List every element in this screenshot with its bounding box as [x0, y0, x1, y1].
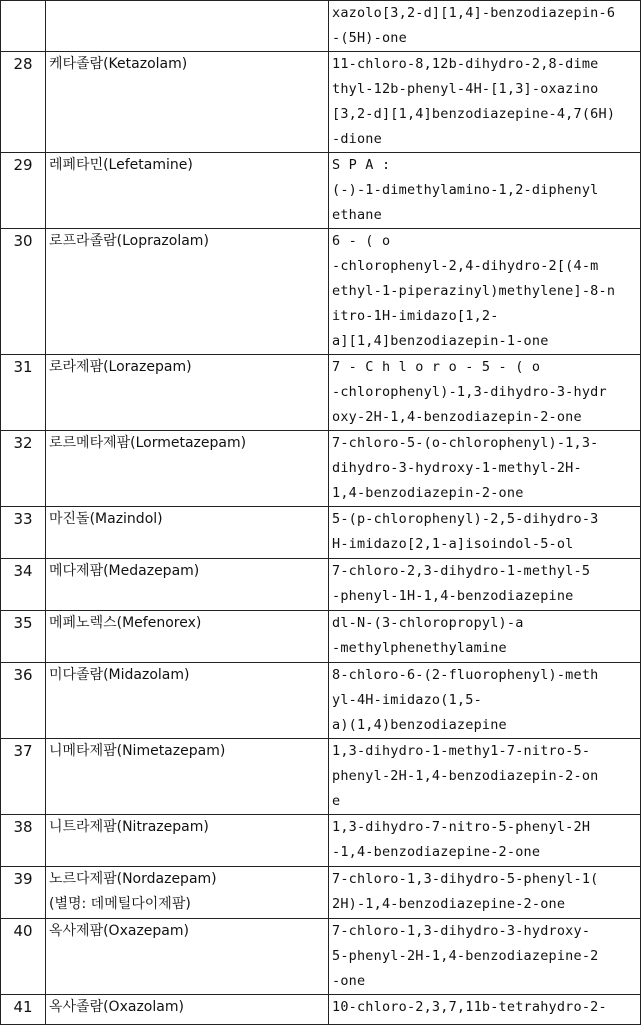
chemical-name-line: a)(1,4)benzodiazepine — [332, 717, 507, 733]
chemical-name-cell — [329, 611, 641, 663]
substance-name-cell — [46, 229, 329, 355]
substance-name: 로라제팜(Lorazepam) — [49, 359, 192, 375]
table-row — [1, 431, 641, 507]
chemical-name-line: oxy-2H-1,4-benzodiazepin-2-one — [332, 409, 582, 425]
row-number: 38 — [1, 815, 46, 867]
chemical-name-cell — [329, 995, 641, 1025]
table-row — [1, 52, 641, 153]
chemical-name-line: xazolo[3,2-d][1,4]-benzodiazepin-6 — [332, 5, 616, 21]
substance-name-cell — [46, 559, 329, 611]
chemical-name-line: 7-chloro-1,3-dihydro-5-phenyl-1( — [332, 871, 599, 887]
table-body — [1, 1, 641, 1025]
chemical-name-cell — [329, 663, 641, 739]
chemical-name-line: 7 - C h l o r o - 5 - ( o — [332, 359, 541, 375]
chemical-name-line: 1,3-dihydro-1-methy1-7-nitro-5- — [332, 743, 591, 759]
chemical-name-line: H-imidazo[2,1-a]isoindol-5-ol — [332, 536, 574, 552]
chemical-name-line: 7-chloro-2,3-dihydro-1-methyl-5 — [332, 563, 591, 579]
substance-name: 마진돌(Mazindol) — [49, 511, 163, 527]
substance-name-cell — [46, 355, 329, 431]
substance-name-cell — [46, 611, 329, 663]
chemical-name-line: -phenyl-1H-1,4-benzodiazepine — [332, 588, 574, 604]
chemical-name-line: -(5H)-one — [332, 30, 407, 46]
row-number: 28 — [1, 52, 46, 153]
substance-name-cell — [46, 995, 329, 1025]
chemical-name-cell — [329, 52, 641, 153]
chemical-name-line: S P A : — [332, 157, 391, 173]
chemical-name-cell — [329, 919, 641, 995]
row-number: 32 — [1, 431, 46, 507]
substance-name-cell — [46, 815, 329, 867]
chemical-name-line: (-)-1-dimethylamino-1,2-diphenyl — [332, 182, 599, 198]
row-number — [1, 1, 46, 52]
table-row — [1, 919, 641, 995]
row-number: 35 — [1, 611, 46, 663]
table-row — [1, 663, 641, 739]
substance-name-cell — [46, 739, 329, 815]
chemical-name-line: -dione — [332, 131, 382, 147]
substance-name: 로프라졸람(Loprazolam) — [49, 233, 209, 249]
chemical-name-line: -chlorophenyl-2,4-dihydro-2[(4-m — [332, 258, 599, 274]
chemical-name-line: e — [332, 793, 341, 809]
substance-alias: (별명: 데메틸다이제팜) — [49, 896, 191, 912]
chemical-name-line: ethane — [332, 207, 382, 223]
table-row — [1, 153, 641, 229]
chemical-name-line: 8-chloro-6-(2-fluorophenyl)-meth — [332, 667, 599, 683]
chemical-name-cell — [329, 229, 641, 355]
chemical-name-line: -one — [332, 973, 366, 989]
substance-name: 로르메타제팜(Lormetazepam) — [49, 435, 247, 451]
substance-name-cell — [46, 867, 329, 919]
chemical-name-cell — [329, 153, 641, 229]
chemical-name-cell — [329, 1, 641, 52]
row-number: 33 — [1, 507, 46, 559]
chemical-name-cell — [329, 507, 641, 559]
chemical-name-line: dihydro-3-hydroxy-1-methyl-2H- — [332, 460, 582, 476]
chemical-name-line: 10-chloro-2,3,7,11b-tetrahydro-2- — [332, 999, 607, 1015]
chemical-name-line: 5-phenyl-2H-1,4-benzodiazepine-2 — [332, 948, 599, 964]
row-number: 37 — [1, 739, 46, 815]
chemical-name-cell — [329, 739, 641, 815]
substance-name-cell — [46, 52, 329, 153]
chemical-name-line: 5-(p-chlorophenyl)-2,5-dihydro-3 — [332, 511, 599, 527]
chemical-name-cell — [329, 867, 641, 919]
chemical-name-line: 2H)-1,4-benzodiazepine-2-one — [332, 896, 566, 912]
substance-name: 메다제팜(Medazepam) — [49, 563, 200, 579]
table-row — [1, 559, 641, 611]
table-row — [1, 995, 641, 1025]
row-number: 41 — [1, 995, 46, 1025]
table-row — [1, 867, 641, 919]
substance-name: 미다졸람(Midazolam) — [49, 667, 190, 683]
substance-name-cell — [46, 919, 329, 995]
table-row — [1, 739, 641, 815]
row-number: 30 — [1, 229, 46, 355]
chemical-name-line: 7-chloro-1,3-dihydro-3-hydroxy- — [332, 923, 591, 939]
table-row — [1, 611, 641, 663]
chemical-name-line: thyl-12b-phenyl-4H-[1,3]-oxazino — [332, 81, 599, 97]
table-row — [1, 1, 641, 52]
substance-name: 노르다제팜(Nordazepam) — [49, 871, 217, 887]
substance-name-cell — [46, 507, 329, 559]
chemical-name-cell — [329, 431, 641, 507]
substance-name-cell — [46, 1, 329, 52]
chemical-name-cell — [329, 559, 641, 611]
chemical-name-line: 6 - ( o — [332, 233, 391, 249]
chemical-name-line: a][1,4]benzodiazepin-1-one — [332, 333, 549, 349]
substance-name-cell — [46, 153, 329, 229]
chemical-name-line: 1,4-benzodiazepin-2-one — [332, 485, 524, 501]
chemical-name-cell — [329, 355, 641, 431]
chemical-name-line: -methylphenethylamine — [332, 640, 507, 656]
substance-name: 옥사졸람(Oxazolam) — [49, 999, 184, 1015]
row-number: 36 — [1, 663, 46, 739]
substance-name-cell — [46, 431, 329, 507]
chemical-name-line: -1,4-benzodiazepine-2-one — [332, 844, 541, 860]
chemical-name-line: ethyl-1-piperazinyl)methylene]-8-n — [332, 283, 616, 299]
chemical-name-line: phenyl-2H-1,4-benzodiazepin-2-on — [332, 768, 599, 784]
substance-name: 메페노렉스(Mefenorex) — [49, 615, 202, 631]
row-number: 34 — [1, 559, 46, 611]
chemical-name-line: 7-chloro-5-(o-chlorophenyl)-1,3- — [332, 435, 599, 451]
chemical-name-line: 11-chloro-8,12b-dihydro-2,8-dime — [332, 56, 599, 72]
row-number: 40 — [1, 919, 46, 995]
row-number: 39 — [1, 867, 46, 919]
substance-name: 옥사제팜(Oxazepam) — [49, 923, 189, 939]
table-row — [1, 507, 641, 559]
chemical-name-line: -chlorophenyl)-1,3-dihydro-3-hydr — [332, 384, 607, 400]
substance-name: 레페타민(Lefetamine) — [49, 157, 193, 173]
chemical-name-line: [3,2-d][1,4]benzodiazepine-4,7(6H) — [332, 106, 616, 122]
table-row — [1, 355, 641, 431]
chemical-name-line: dl-N-(3-chloropropyl)-a — [332, 615, 524, 631]
substance-name-cell — [46, 663, 329, 739]
table-row — [1, 815, 641, 867]
table-row — [1, 229, 641, 355]
chemical-name-line: yl-4H-imidazo(1,5- — [332, 692, 482, 708]
chemical-name-line: 1,3-dihydro-7-nitro-5-phenyl-2H — [332, 819, 591, 835]
chemical-name-line: itro-1H-imidazo[1,2- — [332, 308, 499, 324]
row-number: 31 — [1, 355, 46, 431]
substance-name: 니메타제팜(Nimetazepam) — [49, 743, 226, 759]
row-number: 29 — [1, 153, 46, 229]
substance-name: 니트라제팜(Nitrazepam) — [49, 819, 209, 835]
chemical-name-cell — [329, 815, 641, 867]
substance-name: 케타졸람(Ketazolam) — [49, 56, 188, 72]
